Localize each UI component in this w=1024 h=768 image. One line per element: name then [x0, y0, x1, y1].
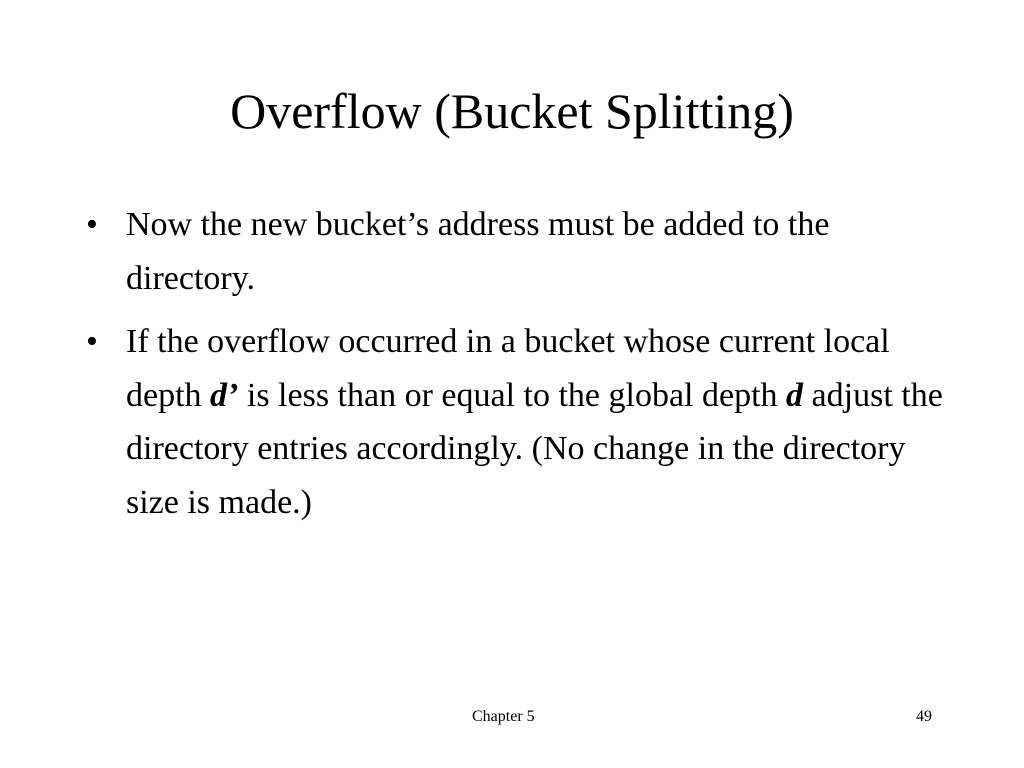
bullet-list: [86, 198, 956, 539]
slide-title: Overflow (Bucket Splitting): [230, 83, 794, 139]
bullet-item-1: [86, 198, 956, 305]
global-depth-variable: d: [786, 376, 804, 414]
bullet-text-part: is less than or equal to the global depth: [238, 376, 787, 414]
bullet-text-part: If the overflow occurred in a bucket whose current local depth: [126, 323, 890, 414]
bullet-text-part: adjust the directory entries accordingly. (No change in the directory size is made.): [126, 376, 943, 521]
footer-chapter-label: Chapter 5: [472, 708, 535, 725]
bullet-text: Now the new bucket’s address must be added to the directory.: [126, 206, 830, 297]
footer-page-number: 49: [916, 708, 932, 725]
local-depth-variable: d’: [210, 376, 239, 414]
bullet-icon: •: [86, 323, 98, 360]
bullet-icon: •: [86, 206, 98, 243]
bullet-item-2: [86, 315, 956, 529]
